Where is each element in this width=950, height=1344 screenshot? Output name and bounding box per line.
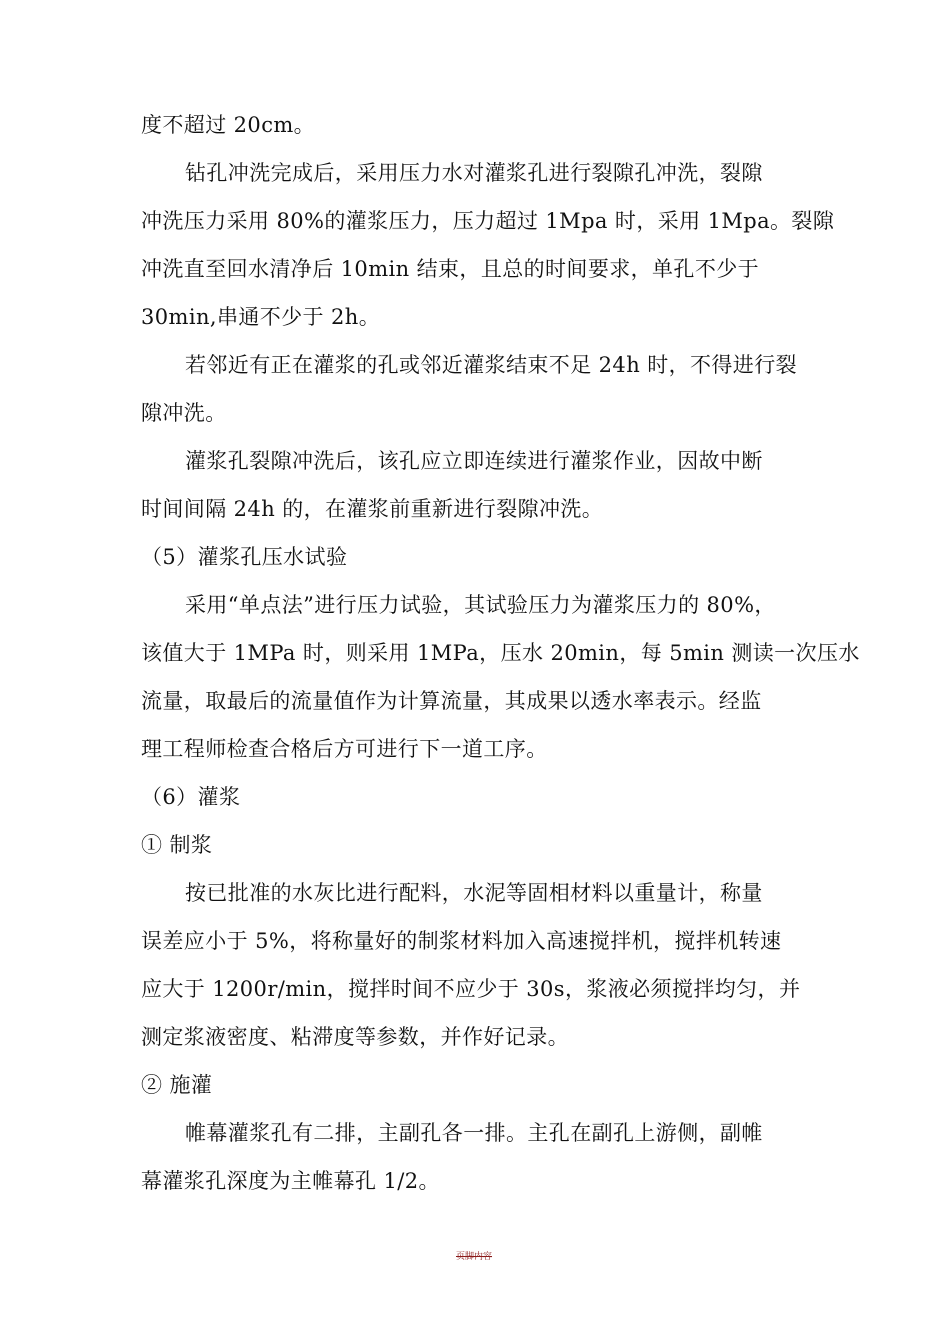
text-line: 帷幕灌浆孔有二排，主副孔各一排。主孔在副孔上游侧，副帷 [185, 1121, 763, 1145]
section-heading: （5）灌浆孔压水试验 [141, 545, 348, 569]
text-line: 钻孔冲洗完成后，采用压力水对灌浆孔进行裂隙孔冲洗，裂隙 [185, 161, 763, 185]
text-line: 若邻近有正在灌浆的孔或邻近灌浆结束不足 24h 时，不得进行裂 [185, 353, 797, 377]
text-line: 理工程师检查合格后方可进行下一道工序。 [141, 737, 548, 761]
text-line: 按已批准的水灰比进行配料，水泥等固相材料以重量计，称量 [185, 881, 763, 905]
page-footer: 页脚内容 [456, 1252, 493, 1262]
text-line: 流量，取最后的流量值作为计算流量，其成果以透水率表示。经监 [141, 689, 762, 713]
section-heading: （6）灌浆 [141, 785, 241, 809]
text-line: 测定浆液密度、粘滞度等参数，并作好记录。 [141, 1025, 569, 1049]
text-line: 应大于 1200r/min，搅拌时间不应少于 30s，浆液必须搅拌均匀，并 [141, 977, 801, 1001]
text-line: 该值大于 1MPa 时，则采用 1MPa，压水 20min，每 5min 测读一次压水 [141, 641, 860, 665]
subsection-heading: ① 制浆 [141, 833, 213, 857]
text-line: 误差应小于 5%，将称量好的制浆材料加入高速搅拌机，搅拌机转速 [141, 929, 782, 953]
subsection-heading: ② 施灌 [141, 1073, 213, 1097]
text-line: 隙冲洗。 [141, 401, 227, 425]
text-line: 冲洗直至回水清净后 10min 结束，且总的时间要求，单孔不少于 [141, 257, 760, 281]
text-line: 灌浆孔裂隙冲洗后，该孔应立即连续进行灌浆作业，因故中断 [185, 449, 763, 473]
text-line: 时间间隔 24h 的，在灌浆前重新进行裂隙冲洗。 [141, 497, 604, 521]
text-line: 幕灌浆孔深度为主帷幕孔 1/2。 [141, 1169, 440, 1193]
text-line: 30min,串通不少于 2h。 [141, 305, 381, 329]
text-line: 采用“单点法”进行压力试验，其试验压力为灌浆压力的 80%， [185, 593, 776, 617]
text-line: 度不超过 20cm。 [141, 113, 316, 137]
text-line: 冲洗压力采用 80%的灌浆压力，压力超过 1Mpa 时，采用 1Mpa。裂隙 [141, 209, 835, 233]
